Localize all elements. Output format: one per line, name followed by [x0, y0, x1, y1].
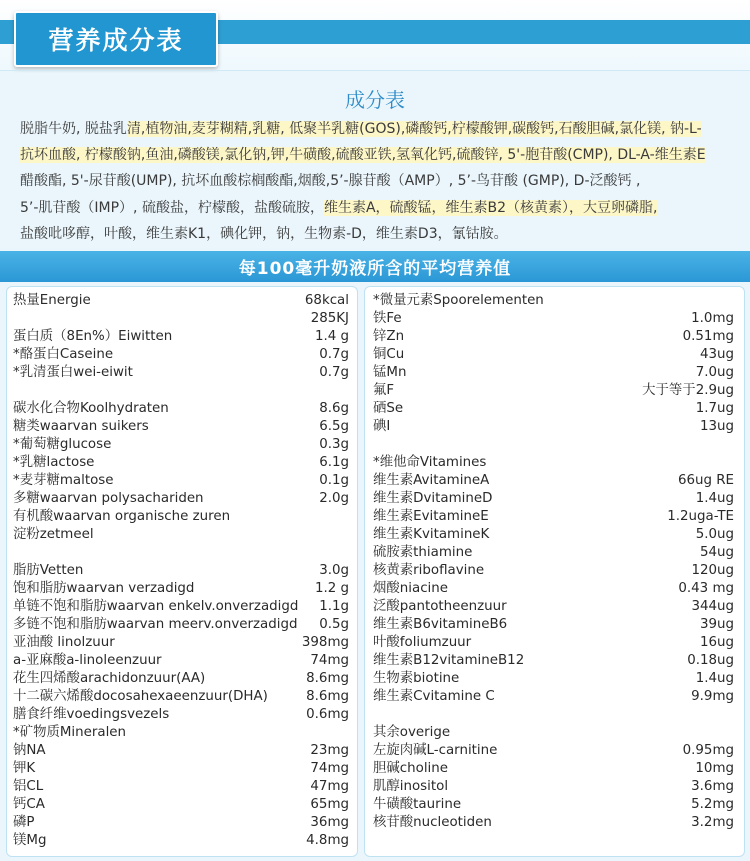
nutrient-value: 8.6mg: [306, 671, 349, 686]
nutrient-row: [13, 472, 349, 490]
nutrient-label: 多糖waarvan polysachariden: [13, 491, 204, 506]
nutrient-value: 0.3g: [319, 437, 349, 452]
nutrient-value: 1.2uga-TE: [667, 509, 734, 524]
nutrient-row: [373, 310, 734, 328]
nutrient-value: 3.0g: [319, 563, 349, 578]
nutrient-label: *麦芽糖maltose: [13, 473, 114, 488]
nutrient-row: [13, 508, 349, 526]
nutrient-value: 0.18ug: [687, 653, 734, 668]
nutrient-row: [373, 364, 734, 382]
nutrient-row: [373, 346, 734, 364]
nutrient-row: [13, 814, 349, 832]
nutrient-value: 5.2mg: [691, 797, 734, 812]
ingredients-title: 成分表: [345, 88, 405, 112]
nutrient-label: 亚油酸 linolzuur: [13, 635, 115, 650]
ingredients-text: [20, 116, 736, 247]
nutrient-row: [373, 634, 734, 652]
nutrient-value: 68kcal: [304, 293, 349, 308]
nutrient-row: [373, 292, 734, 310]
nutrient-row: [373, 418, 734, 436]
ingredients-segment: 5’-肌苷酸（IMP）, 硫酸盐，柠檬酸，盐酸硫胺，: [20, 199, 324, 216]
nutrient-value: 39ug: [699, 617, 734, 632]
nutrient-row: [373, 508, 734, 526]
nutrient-label: *矿物质Mineralen: [13, 725, 127, 740]
nutrient-label: 铝CL: [13, 779, 44, 794]
nutrient-label: 钾K: [13, 761, 36, 776]
right-rows: [373, 292, 734, 832]
nutrient-row: [13, 634, 349, 652]
nutrient-row: [13, 418, 349, 436]
nutrient-value: 3.2mg: [691, 815, 734, 830]
nutrient-label: 维生素Cvitamine C: [373, 689, 495, 704]
header-banner: [0, 0, 750, 70]
nutrient-row: [13, 544, 349, 562]
nutrient-label: 铜Cu: [373, 347, 405, 362]
nutrient-value: 0.7g: [319, 347, 349, 362]
nutrient-value: 10mg: [695, 761, 734, 776]
nutrient-row: [13, 292, 349, 310]
nutrient-label: 钙CA: [13, 797, 45, 812]
header-divider: [0, 70, 750, 71]
nutrient-row: [373, 490, 734, 508]
nutrient-row: [373, 454, 734, 472]
nutrient-row: [373, 472, 734, 490]
nutrient-label: 核黄素riboflavine: [373, 563, 485, 578]
nutrient-row: [373, 436, 734, 454]
nutrient-label: 维生素KvitamineK: [373, 527, 490, 542]
nutrient-label: 饱和脂肪waarvan verzadigd: [13, 581, 195, 596]
nutrient-row: [13, 616, 349, 634]
nutrient-row: [13, 436, 349, 454]
nutrient-label: 胆碱choline: [373, 761, 448, 776]
nutrient-label: 维生素B12vitamineB12: [373, 653, 525, 668]
nutrient-row: [13, 688, 349, 706]
nutrient-row: [13, 706, 349, 724]
nutrient-row: [13, 670, 349, 688]
nutrient-row: [373, 742, 734, 760]
nutrient-label: 核苷酸nucleotiden: [373, 815, 492, 830]
nutrient-row: [13, 580, 349, 598]
nutrient-value: 3.6mg: [691, 779, 734, 794]
nutrient-value: 6.5g: [319, 419, 349, 434]
nutrient-label: 十二碳六烯酸docosahexaeenzuur(DHA): [13, 689, 268, 704]
nutrient-label: 花生四烯酸arachidonzuur(AA): [13, 671, 206, 686]
nutrient-value: 2.0g: [319, 491, 349, 506]
nutrient-value: 0.7g: [319, 365, 349, 380]
nutrient-row: [13, 724, 349, 742]
nutrient-row: [373, 562, 734, 580]
nutrient-label: 热量Energie: [13, 293, 91, 308]
nutrient-value: 120ug: [691, 563, 734, 578]
nutrient-value: 1.4 g: [314, 329, 349, 344]
nutrient-label: 烟酸niacine: [373, 581, 449, 596]
nutrient-value: 1.0mg: [691, 311, 734, 326]
nutrient-row: [373, 382, 734, 400]
nutrient-label: 生物素biotine: [373, 671, 460, 686]
nutrient-value: 0.6mg: [306, 707, 349, 722]
nutrient-label: 有机酸waarvan organische zuren: [13, 509, 231, 524]
nutrient-label: 钠NA: [13, 743, 46, 758]
nutrient-label: 肌醇inositol: [373, 779, 449, 794]
nutrient-row: [373, 796, 734, 814]
page-title: 营养成分表: [48, 26, 184, 55]
nutrient-row: [373, 724, 734, 742]
nutrient-row: [373, 598, 734, 616]
nutrient-label: *葡萄糖glucose: [13, 437, 112, 452]
nutrient-value: 5.0ug: [695, 527, 734, 542]
nutrient-label: 糖类waarvan suikers: [13, 419, 149, 434]
nutrient-value: 285KJ: [310, 311, 349, 326]
nutrient-value: 43ug: [699, 347, 734, 362]
left-rows: [13, 292, 349, 850]
nutrient-value: 8.6mg: [306, 689, 349, 704]
nutrient-label: 维生素AvitamineA: [373, 473, 490, 488]
header-tab: [14, 11, 218, 67]
nutrient-value: 1.4ug: [695, 491, 734, 506]
nutrient-value: 0.1g: [319, 473, 349, 488]
nutrient-row: [13, 742, 349, 760]
nutrient-label: 膳食纤维voedingsvezels: [13, 707, 170, 722]
nutrient-row: [373, 814, 734, 832]
nutrient-value: 7.0ug: [695, 365, 734, 380]
nutrient-value: 9.9mg: [691, 689, 734, 704]
nutrient-value: 4.8mg: [306, 833, 349, 848]
nutrient-value: 23mg: [310, 743, 349, 758]
nutrient-value: 344ug: [691, 599, 734, 614]
ingredients-line: [20, 168, 736, 194]
nutrient-label: 铁Fe: [373, 311, 402, 326]
nutrient-row: [373, 400, 734, 418]
nutrient-label: 单链不饱和脂肪waarvan enkelv.onverzadigd: [13, 599, 299, 614]
nutrient-label: 碳水化合物Koolhydraten: [13, 401, 169, 416]
nutrient-label: 碘I: [373, 419, 391, 434]
nutrient-label: 多链不饱和脂肪waarvan meerv.onverzadigd: [13, 617, 298, 632]
nutrient-row: [13, 310, 349, 328]
nutrient-label: 硫胺素thiamine: [373, 545, 473, 560]
nutrient-label: 维生素EvitamineE: [373, 509, 489, 524]
nutrient-row: [13, 454, 349, 472]
ingredients-highlight: 抗坏血酸, 柠檬酸钠,鱼油,磷酸镁,氯化钠,钾,牛磺酸,硫酸亚铁,氢氧化钙,硫酸锌, 5'-胞苷酸(CMP), DL-A-维生素E: [20, 147, 706, 164]
nutrient-value: 0.95mg: [682, 743, 734, 758]
nutrient-label: 泛酸pantotheenzuur: [373, 599, 507, 614]
nutrient-label: 锌Zn: [373, 329, 405, 344]
nutrient-value: 47mg: [310, 779, 349, 794]
nutrient-label: 硒Se: [373, 401, 404, 416]
nutrient-value: 13ug: [699, 419, 734, 434]
nutrient-label: 脂肪Vetten: [13, 563, 84, 578]
nutrient-row: [13, 526, 349, 544]
nutrient-value: 16ug: [699, 635, 734, 650]
nutrient-value: 74mg: [310, 653, 349, 668]
nutrient-label: 淀粉zetmeel: [13, 527, 94, 542]
nutrient-row: [13, 598, 349, 616]
nutrient-label: 磷P: [13, 815, 35, 830]
nutrient-row: [13, 652, 349, 670]
right-nutrition-panel: [364, 286, 745, 857]
ingredients-line: [20, 221, 736, 247]
nutrient-value: 1.7ug: [695, 401, 734, 416]
nutrient-label: *乳清蛋白wei-eiwit: [13, 365, 133, 380]
nutrient-value: 0.43 mg: [678, 581, 734, 596]
nutrient-row: [13, 364, 349, 382]
nutrient-value: 8.6g: [319, 401, 349, 416]
nutrient-row: [373, 760, 734, 778]
nutrient-label: 锰Mn: [373, 365, 407, 380]
nutrient-row: [13, 760, 349, 778]
nutrient-label: *酪蛋白Caseine: [13, 347, 114, 362]
nutrient-row: [373, 652, 734, 670]
ingredients-highlight: 清,植物油,麦芽糊精,乳糖, 低聚半乳糖(GOS),磷酸钙,柠檬酸钾,碳酸钙,石酸胆碱,氯化镁, 钠-L-: [126, 121, 702, 137]
nutrient-row: [373, 706, 734, 724]
ingredients-segment: 醋酸酯, 5'-尿苷酸(UMP), 抗坏血酸棕榈酸酯,烟酸,5’-腺苷酸（AMP）, 5’-鸟苷酸 (GMP), D-泛酸钙 ,: [20, 173, 641, 190]
nutrient-row: [13, 562, 349, 580]
nutrient-value: 0.5g: [319, 617, 349, 632]
ingredients-segment: 脱脂牛奶, 脱盐乳: [20, 121, 127, 137]
nutrient-label: *维他命Vitamines: [373, 455, 487, 470]
nutrient-row: [373, 688, 734, 706]
ingredients-segment: 盐酸吡哆醇，叶酸，维生素K1，碘化钾，钠，生物素-D，维生素D3，氰钴胺。: [20, 225, 508, 242]
ingredients-line: [20, 142, 736, 168]
nutrient-row: [13, 400, 349, 418]
nutrient-value: 54ug: [699, 545, 734, 560]
nutrient-row: [13, 796, 349, 814]
nutrient-label: 其余overige: [373, 725, 451, 740]
nutrient-value: 74mg: [310, 761, 349, 776]
nutrient-value: 1.4ug: [695, 671, 734, 686]
nutrient-label: 镁Mg: [13, 833, 47, 848]
ingredients-line: [20, 116, 736, 142]
nutrient-row: [373, 328, 734, 346]
nutrient-row: [373, 778, 734, 796]
nutrient-value: 398mg: [301, 635, 349, 650]
nutrient-value: 1.1g: [319, 599, 349, 614]
nutrient-label: 维生素B6vitamineB6: [373, 617, 508, 632]
nutrient-label: a-亚麻酸a-linoleenzuur: [13, 653, 162, 668]
nutrient-row: [373, 544, 734, 562]
nutrient-label: 维生素DvitamineD: [373, 491, 493, 506]
nutrient-row: [373, 616, 734, 634]
nutrient-value: 66ug RE: [677, 473, 734, 488]
left-nutrition-panel: [6, 286, 358, 857]
nutrition-bar: [0, 251, 750, 282]
ingredients-line: [20, 195, 736, 221]
nutrient-row: [373, 580, 734, 598]
nutrient-label: 蛋白质（8En%）Eiwitten: [13, 329, 173, 344]
nutrition-bar-title: 每100毫升奶液所含的平均营养值: [238, 259, 512, 279]
nutrient-value: 0.51mg: [682, 329, 734, 344]
nutrient-label: 氟F: [373, 383, 395, 398]
nutrient-row: [13, 328, 349, 346]
nutrient-label: 左旋肉碱L-carnitine: [373, 743, 498, 758]
nutrient-value: 36mg: [310, 815, 349, 830]
nutrient-label: 叶酸foliumzuur: [373, 635, 472, 650]
nutrient-row: [373, 670, 734, 688]
nutrient-row: [13, 382, 349, 400]
nutrient-label: 牛磺酸taurine: [373, 797, 462, 812]
nutrient-row: [13, 346, 349, 364]
nutrient-value: 6.1g: [319, 455, 349, 470]
nutrient-label: *乳糖lactose: [13, 455, 95, 470]
nutrient-row: [13, 778, 349, 796]
nutrient-value: 大于等于2.9ug: [642, 383, 734, 398]
nutrient-row: [13, 832, 349, 850]
nutrient-row: [13, 490, 349, 508]
ingredients-highlight: 维生素A，硫酸锰，维生素B2（核黄素），大豆卵磷脂,: [323, 199, 658, 216]
nutrient-label: *微量元素Spoorelementen: [373, 293, 544, 308]
nutrient-value: 1.2 g: [314, 581, 349, 596]
nutrient-row: [373, 526, 734, 544]
nutrient-value: 65mg: [310, 797, 349, 812]
